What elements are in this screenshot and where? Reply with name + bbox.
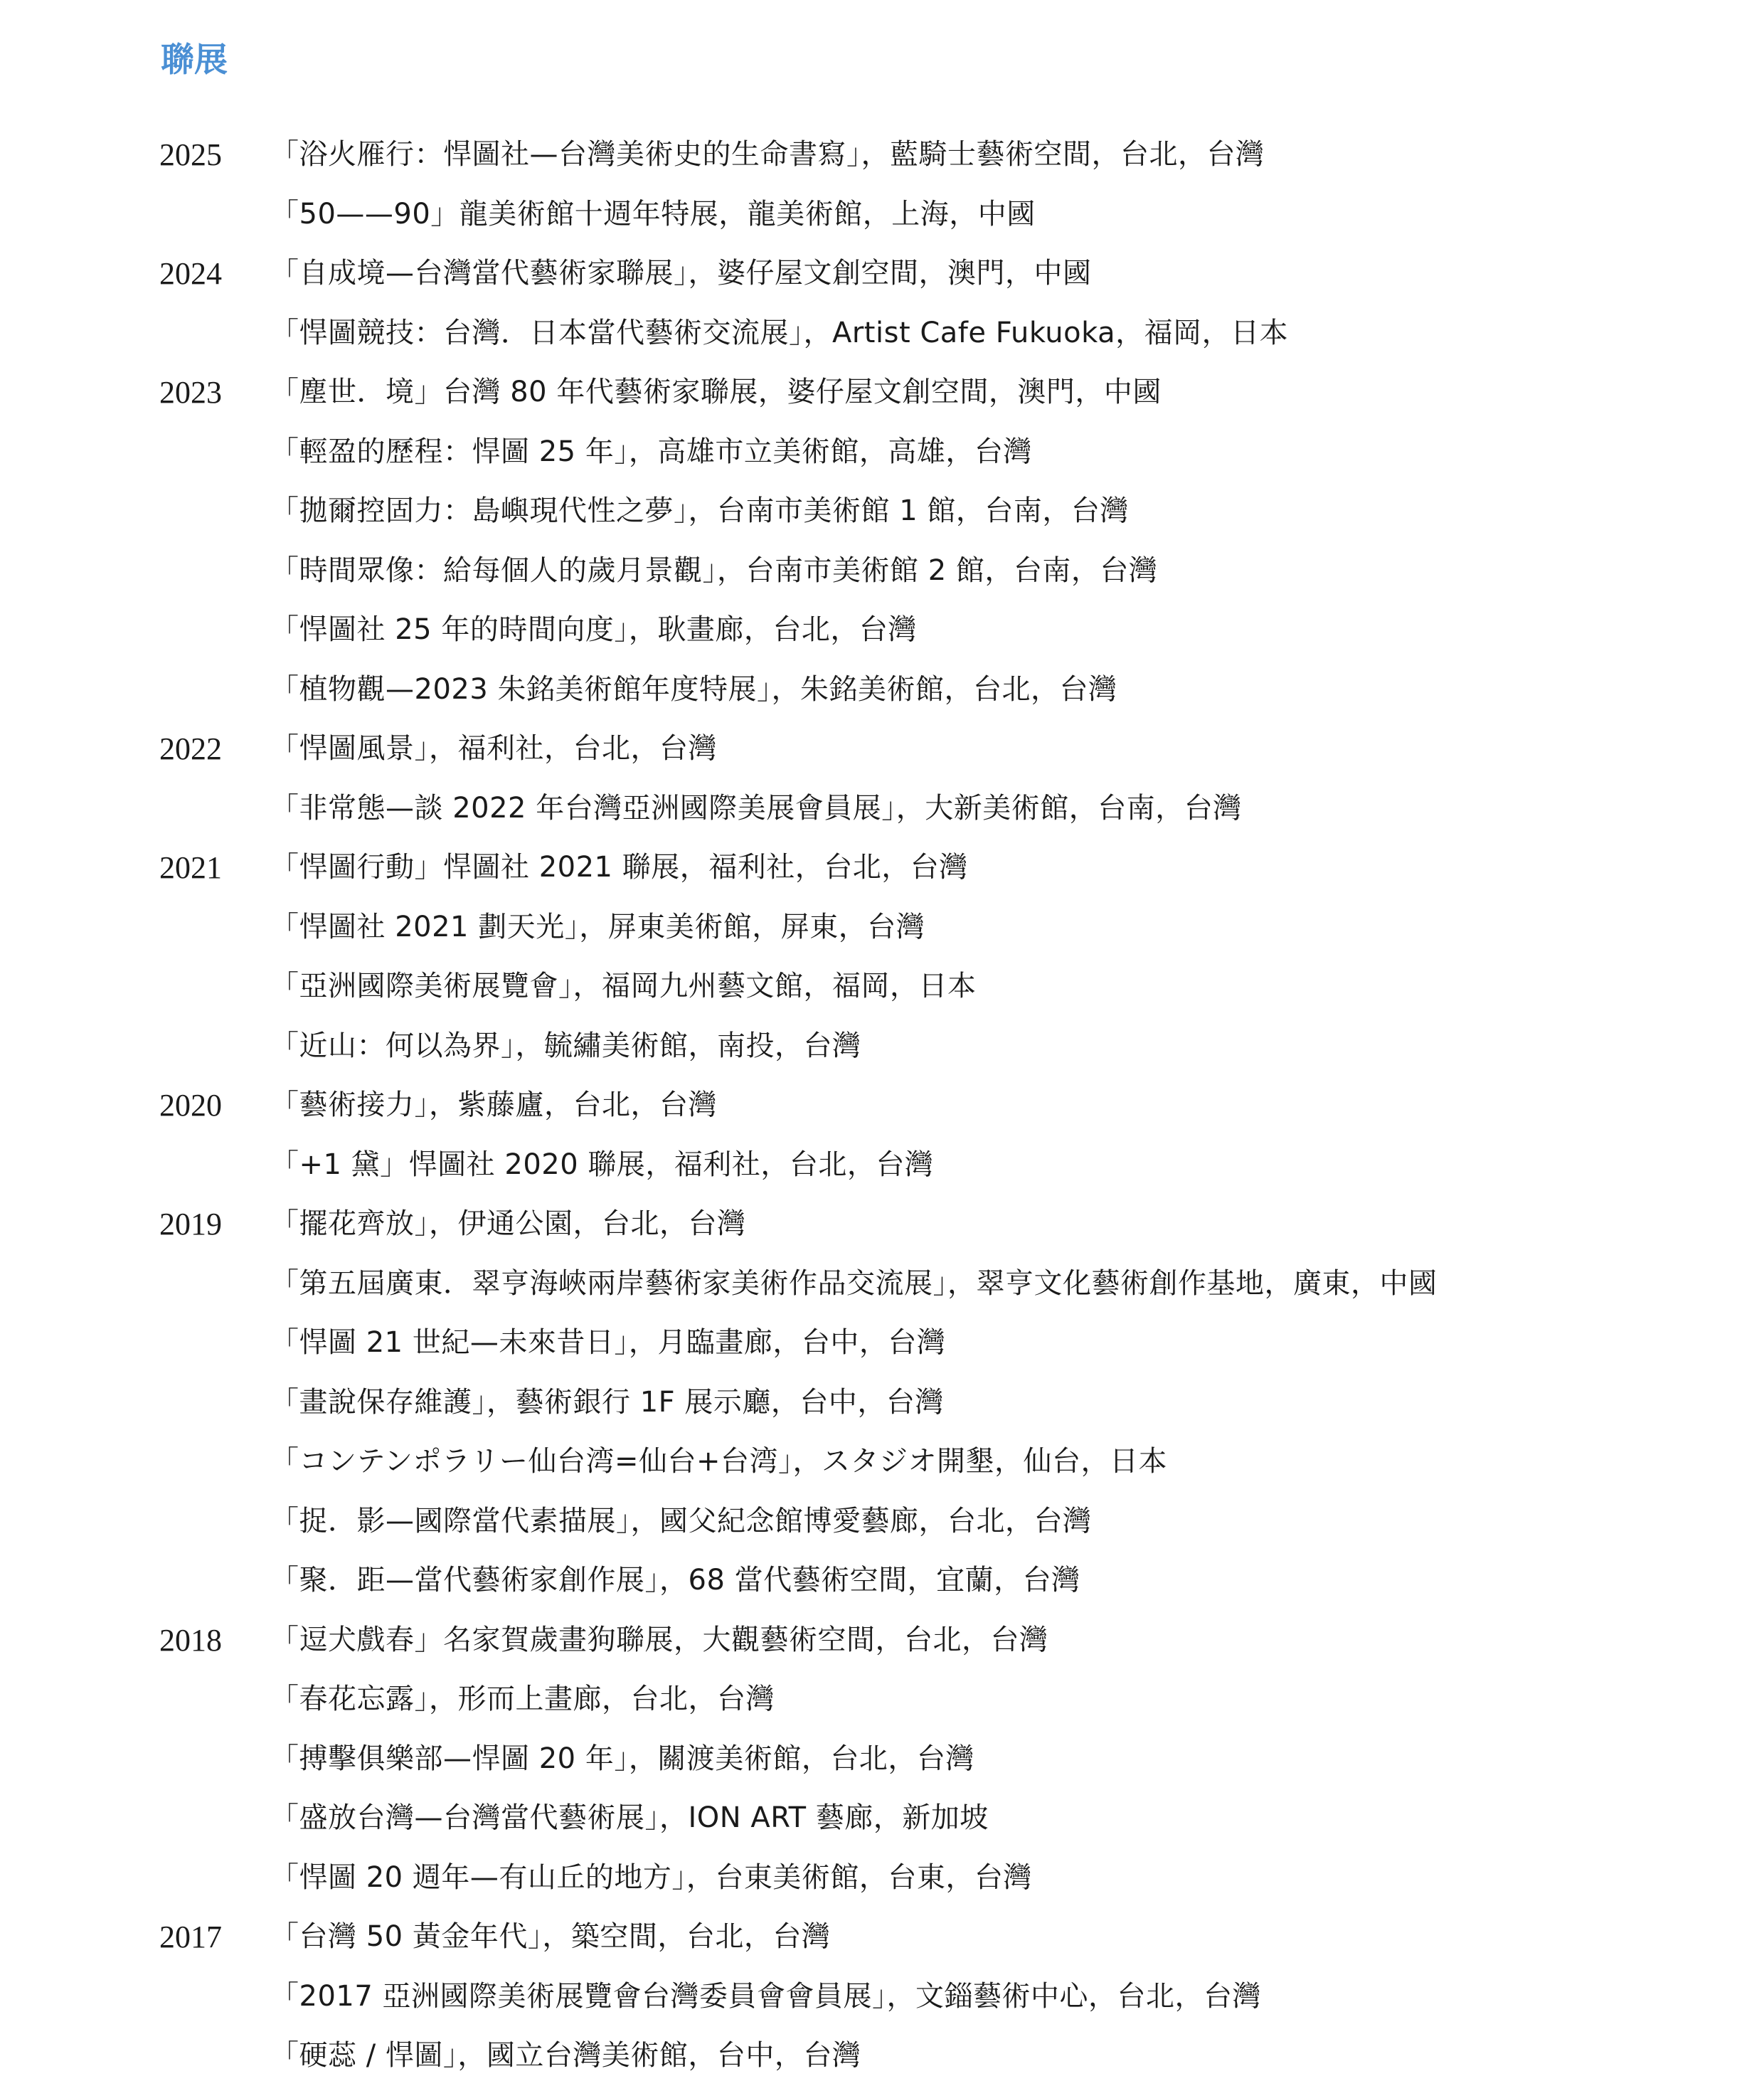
exhibition-row: [0, 125, 1764, 185]
exhibition-entry: 「藝術接力」，紫藤廬，台北，台灣: [270, 1089, 717, 1121]
exhibition-row: [0, 541, 1764, 601]
exhibition-entry: 「悍圖 21 世紀—未來昔日」，月臨畫廊，台中，台灣: [270, 1326, 946, 1359]
exhibition-row: [0, 1373, 1764, 1433]
exhibition-entry: 「悍圖競技：台灣．日本當代藝術交流展」，Artist Cafe Fukuoka，福岡，日本: [270, 316, 1289, 349]
exhibition-entry: 「+1 黛」悍圖社 2020 聯展，福利社，台北，台灣: [270, 1148, 934, 1181]
exhibition-row: [0, 1789, 1764, 1848]
exhibition-entry: 「第五屆廣東．翠亨海峽兩岸藝術家美術作品交流展」，翠亨文化藝術創作基地，廣東，中國: [270, 1266, 1438, 1300]
exhibition-row: [0, 1254, 1764, 1314]
exhibition-row: [0, 1195, 1764, 1254]
exhibition-row: [0, 719, 1764, 779]
exhibition-row: [0, 2026, 1764, 2086]
exhibition-entry: 「時間眾像：給每個人的歲月景觀」，台南市美術館 2 館，台南，台灣: [270, 554, 1158, 587]
exhibition-entry: 「拋爾控固力：島嶼現代性之夢」，台南市美術館 1 館，台南，台灣: [270, 494, 1129, 527]
exhibition-row: [0, 1967, 1764, 2027]
exhibition-row: [0, 244, 1764, 304]
exhibition-entry: 「50——90」龍美術館十週年特展，龍美術館，上海，中國: [270, 197, 1036, 231]
exhibition-row: [0, 1135, 1764, 1195]
exhibition-row: [0, 1551, 1764, 1611]
exhibition-year: 2022: [159, 731, 222, 766]
exhibition-row: [0, 957, 1764, 1017]
exhibition-year: 2023: [159, 375, 222, 410]
exhibition-entry: 「悍圖行動」悍圖社 2021 聯展，福利社，台北，台灣: [270, 851, 968, 884]
exhibition-row: [0, 1611, 1764, 1671]
exhibition-entry: 「輕盈的歷程：悍圖 25 年」，高雄市立美術館，高雄，台灣: [270, 435, 1032, 468]
exhibition-row: [0, 363, 1764, 423]
exhibition-entry: 「畫說保存維護」，藝術銀行 1F 展示廳，台中，台灣: [270, 1385, 944, 1419]
exhibition-row: [0, 1076, 1764, 1135]
exhibition-year: 2018: [159, 1622, 222, 1658]
exhibition-entry: 「悍圖風景」，福利社，台北，台灣: [270, 732, 717, 765]
exhibition-year: 2020: [159, 1088, 222, 1123]
exhibition-entry: 「2017 亞洲國際美術展覽會台灣委員會會員展」，文錙藝術中心，台北，台灣: [270, 1979, 1262, 2013]
exhibition-entry: 「亞洲國際美術展覽會」，福岡九州藝文館，福岡，日本: [270, 970, 977, 1002]
exhibition-row: [0, 1670, 1764, 1730]
section-title: 聯展: [161, 41, 228, 80]
exhibition-row: [0, 1907, 1764, 1967]
exhibition-row: [0, 423, 1764, 482]
exhibition-entry: 「植物觀—2023 朱銘美術館年度特展」，朱銘美術館，台北，台灣: [270, 672, 1117, 706]
exhibition-row: [0, 1848, 1764, 1908]
exhibition-entry: 「浴火雁行：悍圖社—台灣美術史的生命書寫」，藍騎士藝術空間，台北，台灣: [270, 138, 1265, 171]
exhibition-year: 2021: [159, 850, 222, 885]
exhibition-entry: 「悍圖社 25 年的時間向度」，耿畫廊，台北，台灣: [270, 613, 917, 646]
exhibition-entry: 「悍圖社 2021 劃天光」，屏東美術館，屏東，台灣: [270, 910, 925, 943]
exhibition-year: 2019: [159, 1207, 222, 1241]
exhibition-entry: 「コンテンポラリー仙台湾=仙台+台湾」，スタジオ開墾，仙台，日本: [270, 1445, 1168, 1478]
exhibition-row: [0, 660, 1764, 720]
exhibition-entry: 「盛放台灣—台灣當代藝術展」，ION ART 藝廊，新加坡: [270, 1801, 989, 1834]
exhibition-row: [0, 898, 1764, 958]
exhibition-row: [0, 1492, 1764, 1552]
exhibition-row: [0, 779, 1764, 839]
exhibition-entry: 「春花忘露」，形而上畫廊，台北，台灣: [270, 1683, 775, 1715]
exhibition-row: [0, 1432, 1764, 1492]
exhibition-entry: 「逗犬戲春」名家賀歲畫狗聯展，大觀藝術空間，台北，台灣: [270, 1623, 1048, 1656]
exhibition-year: 2024: [159, 256, 222, 291]
exhibition-entry: 「台灣 50 黃金年代」，築空間，台北，台灣: [270, 1920, 831, 1953]
exhibition-entry: 「悍圖 20 週年—有山丘的地方」，台東美術館，台東，台灣: [270, 1860, 1032, 1894]
exhibition-row: [0, 482, 1764, 541]
exhibition-entry: 「塵世．境」台灣 80 年代藝術家聯展，婆仔屋文創空間，澳門，中國: [270, 376, 1162, 408]
exhibition-entry: 「自成境—台灣當代藝術家聯展」，婆仔屋文創空間，澳門，中國: [270, 257, 1092, 290]
exhibition-year: 2017: [159, 1920, 222, 1954]
exhibition-row: [0, 1017, 1764, 1076]
exhibition-list: [0, 125, 1764, 2086]
exhibition-year: 2025: [159, 137, 222, 172]
exhibition-entry: 「聚．距—當代藝術家創作展」，68 當代藝術空間，宜蘭，台灣: [270, 1564, 1080, 1597]
exhibition-entry: 「擺花齊放」，伊通公園，台北，台灣: [270, 1207, 746, 1240]
exhibition-entry: 「硬蕊 / 悍圖」，國立台灣美術館，台中，台灣: [270, 2039, 861, 2072]
exhibition-entry: 「近山：何以為界」，毓繡美術館，南投，台灣: [270, 1029, 861, 1062]
exhibition-row: [0, 1313, 1764, 1373]
exhibition-row: [0, 600, 1764, 660]
exhibition-row: [0, 185, 1764, 245]
exhibition-entry: 「捉．影—國際當代素描展」，國父紀念館博愛藝廊，台北，台灣: [270, 1504, 1092, 1537]
exhibition-entry: 「搏擊俱樂部—悍圖 20 年」，關渡美術館，台北，台灣: [270, 1742, 974, 1775]
exhibition-row: [0, 838, 1764, 898]
exhibition-row: [0, 304, 1764, 364]
exhibition-row: [0, 1730, 1764, 1789]
exhibition-entry: 「非常態—談 2022 年台灣亞洲國際美展會員展」，大新美術館，台南，台灣: [270, 791, 1242, 825]
